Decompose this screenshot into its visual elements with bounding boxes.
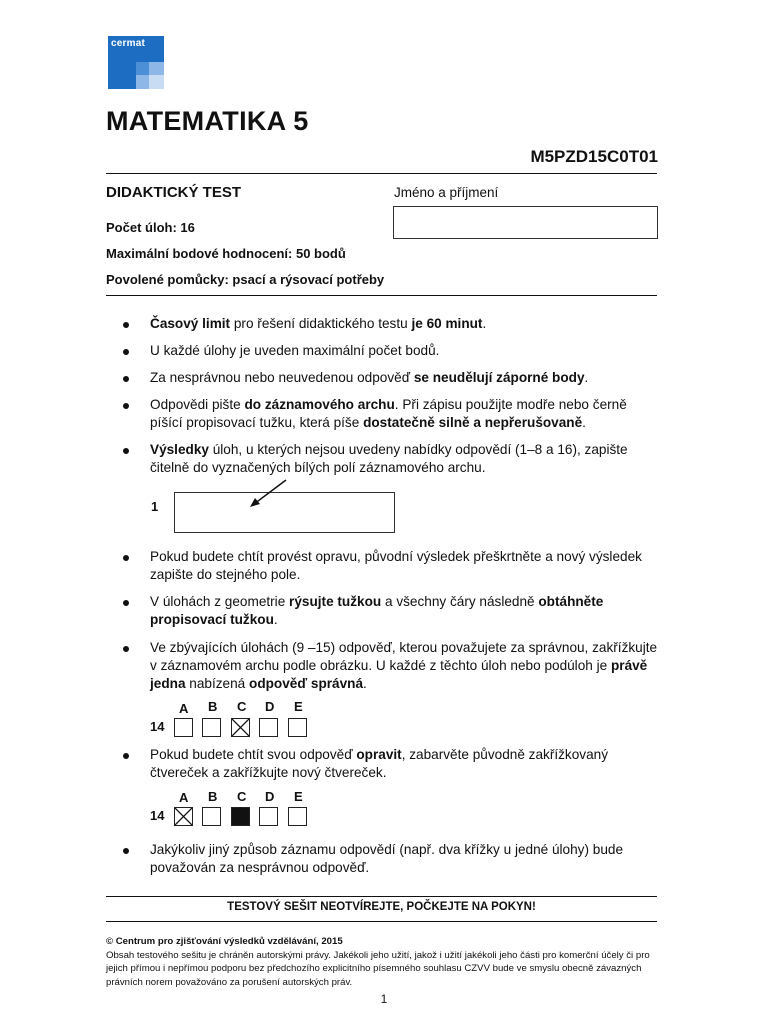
name-field[interactable]	[393, 206, 658, 239]
info-allowed-tools: Povolené pomůcky: psací a rýsovací potřeby	[106, 272, 385, 287]
bullet-icon	[123, 646, 129, 652]
answer-checkbox	[288, 718, 307, 737]
answer-checkbox	[202, 807, 221, 826]
divider	[106, 921, 657, 922]
option-letter: B	[208, 699, 218, 714]
answer-checkbox	[259, 807, 278, 826]
option-letter: E	[294, 789, 303, 804]
option-letter: A	[179, 790, 189, 805]
option-letter: D	[265, 699, 275, 714]
bullet-icon	[123, 349, 129, 355]
example-task-number: 1	[151, 499, 159, 514]
option-letter: E	[294, 699, 303, 714]
logo-text: cermat	[111, 38, 145, 49]
cross-icon	[175, 808, 192, 825]
copyright: © Centrum pro zjišťování výsledků vzdělávání, 2015	[106, 936, 343, 947]
answer-checkbox	[259, 718, 278, 737]
option-letter: C	[237, 789, 247, 804]
name-label: Jméno a příjmení	[394, 185, 499, 200]
bullet-icon	[123, 376, 129, 382]
divider	[106, 896, 657, 897]
cross-icon	[232, 719, 249, 736]
answer-checkbox	[288, 807, 307, 826]
bullet-icon	[123, 753, 129, 759]
test-type-label: DIDAKTICKÝ TEST	[106, 184, 241, 201]
divider	[106, 173, 657, 174]
bullet-icon	[123, 448, 129, 454]
example-task-number: 14	[150, 719, 165, 734]
bullet-icon	[123, 322, 129, 328]
answer-checkbox-crossed	[174, 807, 193, 826]
notice-text: TESTOVÝ SEŠIT NEOTVÍREJTE, POČKEJTE NA POKYN!	[227, 901, 536, 913]
option-letter: D	[265, 789, 275, 804]
bullet-icon	[123, 403, 129, 409]
page-number: 1	[380, 992, 388, 1006]
info-task-count: Počet úloh: 16	[106, 220, 195, 235]
bullet-icon	[123, 600, 129, 606]
option-letter: C	[237, 699, 247, 714]
cermat-logo	[108, 36, 164, 89]
option-letter: B	[208, 789, 218, 804]
arrow-icon	[240, 476, 292, 510]
answer-checkbox	[174, 718, 193, 737]
example-task-number: 14	[150, 808, 165, 823]
page-title: MATEMATIKA 5	[106, 106, 309, 136]
legal-text: Obsah testového sešitu je chráněn autorskými právy. Jakékoli jeho užití, jakož i užití jakékoli jeho části pro komerční účely či pro jejich přímou i nepřímou podporu bez předchozího explicitního písemného souhlasu CZVV bude ve smyslu obecně závazných právních norem považováno za porušení autorských práv.	[106, 950, 650, 988]
test-code: M5PZD15C0T01	[530, 147, 658, 166]
option-letter: A	[179, 701, 189, 716]
answer-checkbox	[202, 718, 221, 737]
info-max-points: Maximální bodové hodnocení: 50 bodů	[106, 246, 346, 261]
bullet-icon	[123, 555, 129, 561]
answer-checkbox-crossed	[231, 718, 250, 737]
divider	[106, 295, 657, 296]
answer-checkbox-filled	[231, 807, 250, 826]
bullet-icon	[123, 848, 129, 854]
